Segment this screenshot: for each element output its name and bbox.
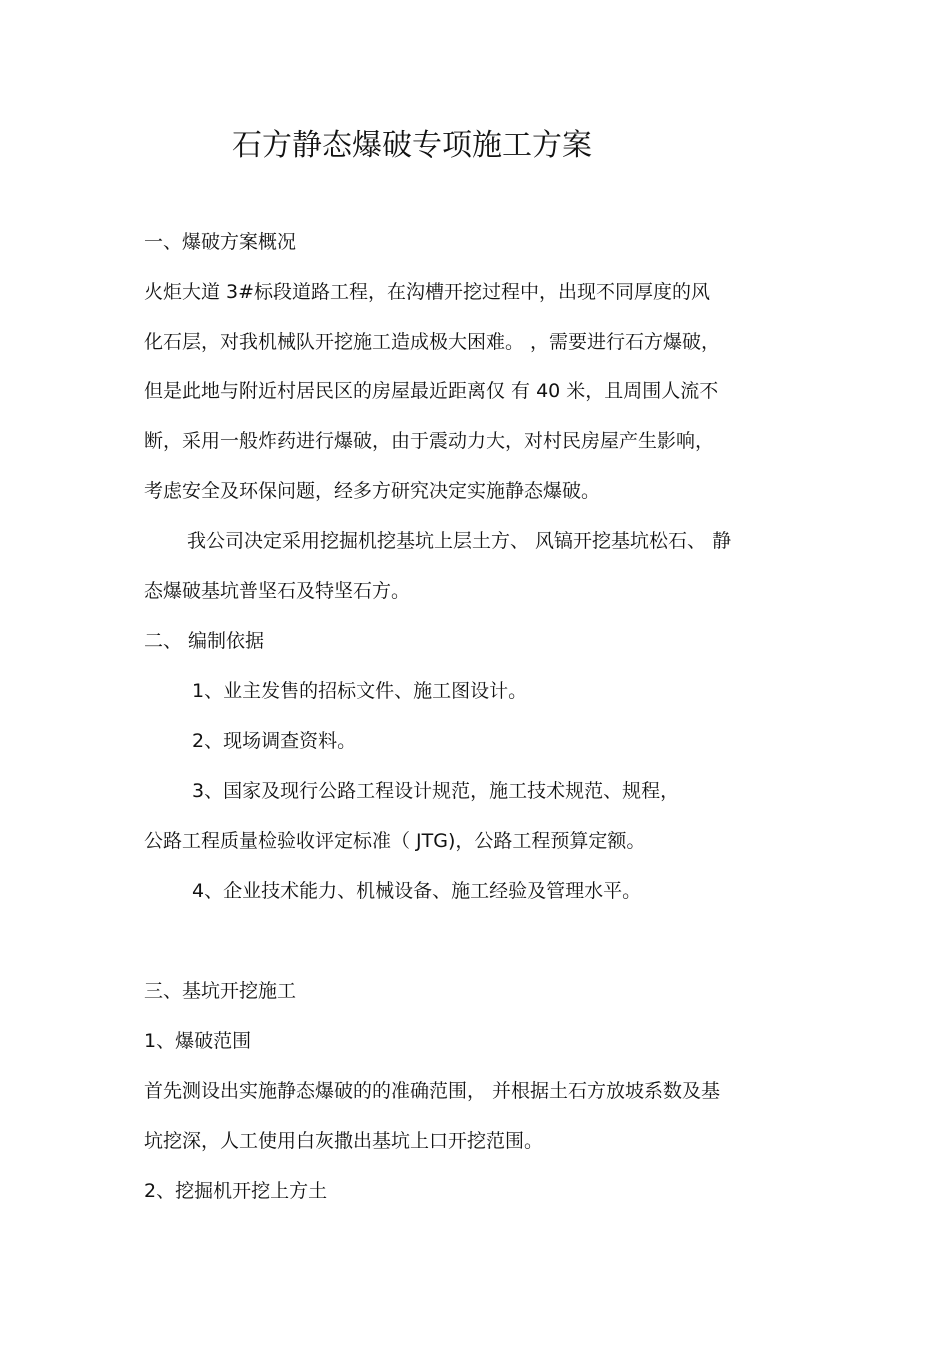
section-heading-overview: 一、爆破方案概况 — [144, 231, 297, 253]
paragraph-line: 坑挖深，人工使用白灰撒出基坑上口开挖范围。 — [144, 1130, 544, 1152]
paragraph-line: 火炬大道 3#标段道路工程，在沟槽开挖过程中，出现不同厚度的风 — [144, 281, 711, 303]
document-title: 石方静态爆破专项施工方案 — [232, 128, 592, 163]
list-item-continuation: 公路工程质量检验收评定标准（ JTG)，公路工程预算定额。 — [144, 830, 646, 852]
paragraph-line: 断，采用一般炸药进行爆破，由于震动力大，对村民房屋产生影响， — [144, 430, 715, 452]
paragraph-line: 我公司决定采用挖掘机挖基坑上层土方、 风镐开挖基坑松石、 静 — [187, 530, 732, 552]
subsection-heading-blast-range: 1、爆破范围 — [144, 1030, 252, 1052]
list-item: 4、企业技术能力、机械设备、施工经验及管理水平。 — [192, 880, 642, 902]
list-item: 3、国家及现行公路工程设计规范，施工技术规范、规程， — [192, 780, 680, 802]
paragraph-line: 首先测设出实施静态爆破的的准确范围， 并根据土石方放坡系数及基 — [144, 1080, 721, 1102]
list-item: 2、现场调查资料。 — [192, 730, 357, 752]
section-heading-basis: 二、 编制依据 — [144, 630, 265, 652]
paragraph-line: 化石层，对我机械队开挖施工造成极大困难。 ，需要进行石方爆破， — [144, 331, 721, 353]
paragraph-line: 态爆破基坑普坚石及特坚石方。 — [144, 580, 411, 602]
subsection-heading-excavator: 2、挖掘机开挖上方土 — [144, 1180, 328, 1202]
paragraph-line: 考虑安全及环保问题，经多方研究决定实施静态爆破。 — [144, 480, 601, 502]
list-item: 1、业主发售的招标文件、施工图设计。 — [192, 680, 528, 702]
paragraph-line: 但是此地与附近村居民区的房屋最近距离仅 有 40 米，且周围人流不 — [144, 380, 719, 402]
section-heading-excavation: 三、基坑开挖施工 — [144, 980, 297, 1002]
